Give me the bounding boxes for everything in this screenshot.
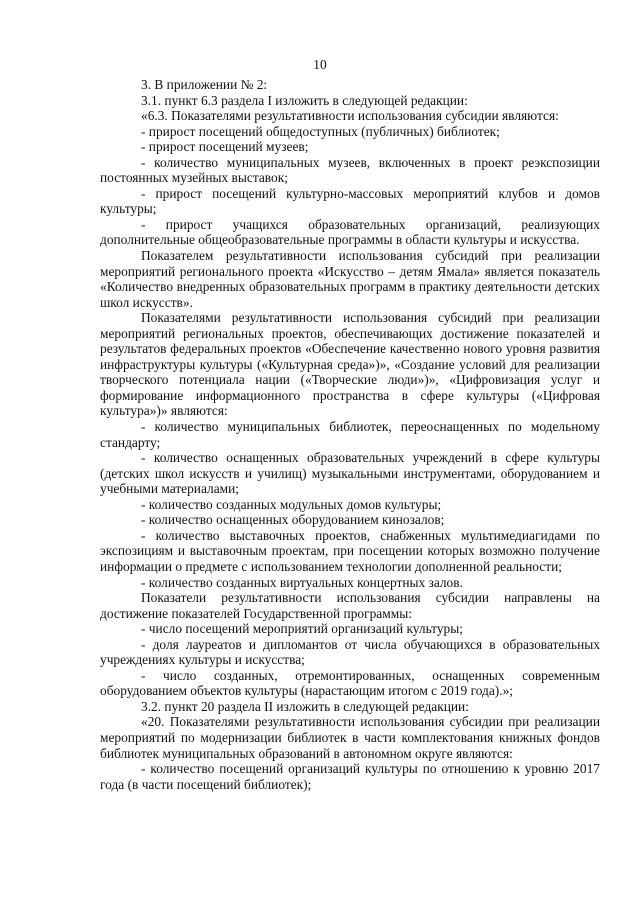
paragraph: 3. В приложении № 2:	[141, 77, 268, 92]
list-item: - количество муниципальных музеев, включенных в проект реэкспозиции постоянных музейных выставок;	[100, 154, 600, 186]
list-item: - прирост учащихся образовательных организаций, реализующих дополнительные общеобразовательные программы в области культуры и искусства.	[100, 216, 600, 248]
list-item: - количество выставочных проектов, снабженных мультимедиагидами по экспозициям и выставочным проектам, при посещении которых возможно получение информации о предмете с использованием технологии дополненной реальности;	[100, 527, 600, 574]
paragraph: Показателями результативности использования субсидий при реализации мероприятий региональных проектов, обеспечивающих достижение показателей и результатов федеральных проектов «Обеспечение качественно нового уровня развития инфраструктуры культуры («Культурная среда»)», «Создание условий для реализации творческого потенциала нации («Творческие люди»)», «Цифровизация услуг и формирование информационного пространства в сфере культуры («Цифровая культура»)» являются:	[100, 310, 600, 419]
list-item: - количество оснащенных оборудованием кинозалов;	[141, 512, 445, 528]
paragraph: Показатели результативности использования субсидии направлены на достижение показателей Государственной программы:	[100, 590, 600, 621]
paragraph: 3.2. пункт 20 раздела II изложить в следующей редакции:	[141, 698, 469, 714]
document-body	[100, 77, 600, 792]
list-item: - количество муниципальных библиотек, переоснащенных по модельному стандарту;	[100, 419, 600, 450]
list-item: - прирост посещений музеев;	[141, 139, 309, 155]
paragraph: 3.1. пункт 6.3 раздела I изложить в следующей редакции:	[141, 92, 468, 108]
list-item: - количество оснащенных образовательных учреждений в сфере культуры (детских школ искусств и училищ) музыкальными инструментами, оборудованием и учебными материалами;	[100, 450, 600, 497]
list-item: - количество посещений организаций культуры по отношению к уровню 2017 года (в части посещений библиотек);	[100, 761, 600, 792]
paragraph: Показателем результативности использования субсидий при реализации мероприятий регионального проекта «Искусство – детям Ямала» является показатель «Количество внедренных образовательных программ в практику деятельности детских школ искусств».	[100, 248, 600, 310]
list-item: - число посещений мероприятий организаций культуры;	[141, 621, 463, 637]
list-item: - доля лауреатов и дипломантов от числа обучающихся в образовательных учреждениях культуры и искусства;	[100, 636, 600, 668]
paragraph: «6.3. Показателями результативности использования субсидии являются:	[141, 108, 559, 124]
list-item: - число созданных, отремонтированных, оснащенных современным оборудованием объектов культуры (нарастающим итогом с 2019 года).»;	[100, 667, 600, 699]
paragraph: «20. Показателями результативности использования субсидии при реализации мероприятий по модернизации библиотек в части комплектования книжных фондов библиотек муниципальных образований в автономном округе являются:	[100, 714, 600, 761]
list-item: - количество созданных модульных домов культуры;	[141, 496, 442, 512]
list-item: - прирост посещений культурно-массовых мероприятий клубов и домов культуры;	[100, 185, 600, 217]
page-number: 10	[313, 57, 327, 72]
list-item: - количество созданных виртуальных концертных залов.	[141, 574, 463, 590]
list-item: - прирост посещений общедоступных (публичных) библиотек;	[141, 123, 500, 139]
